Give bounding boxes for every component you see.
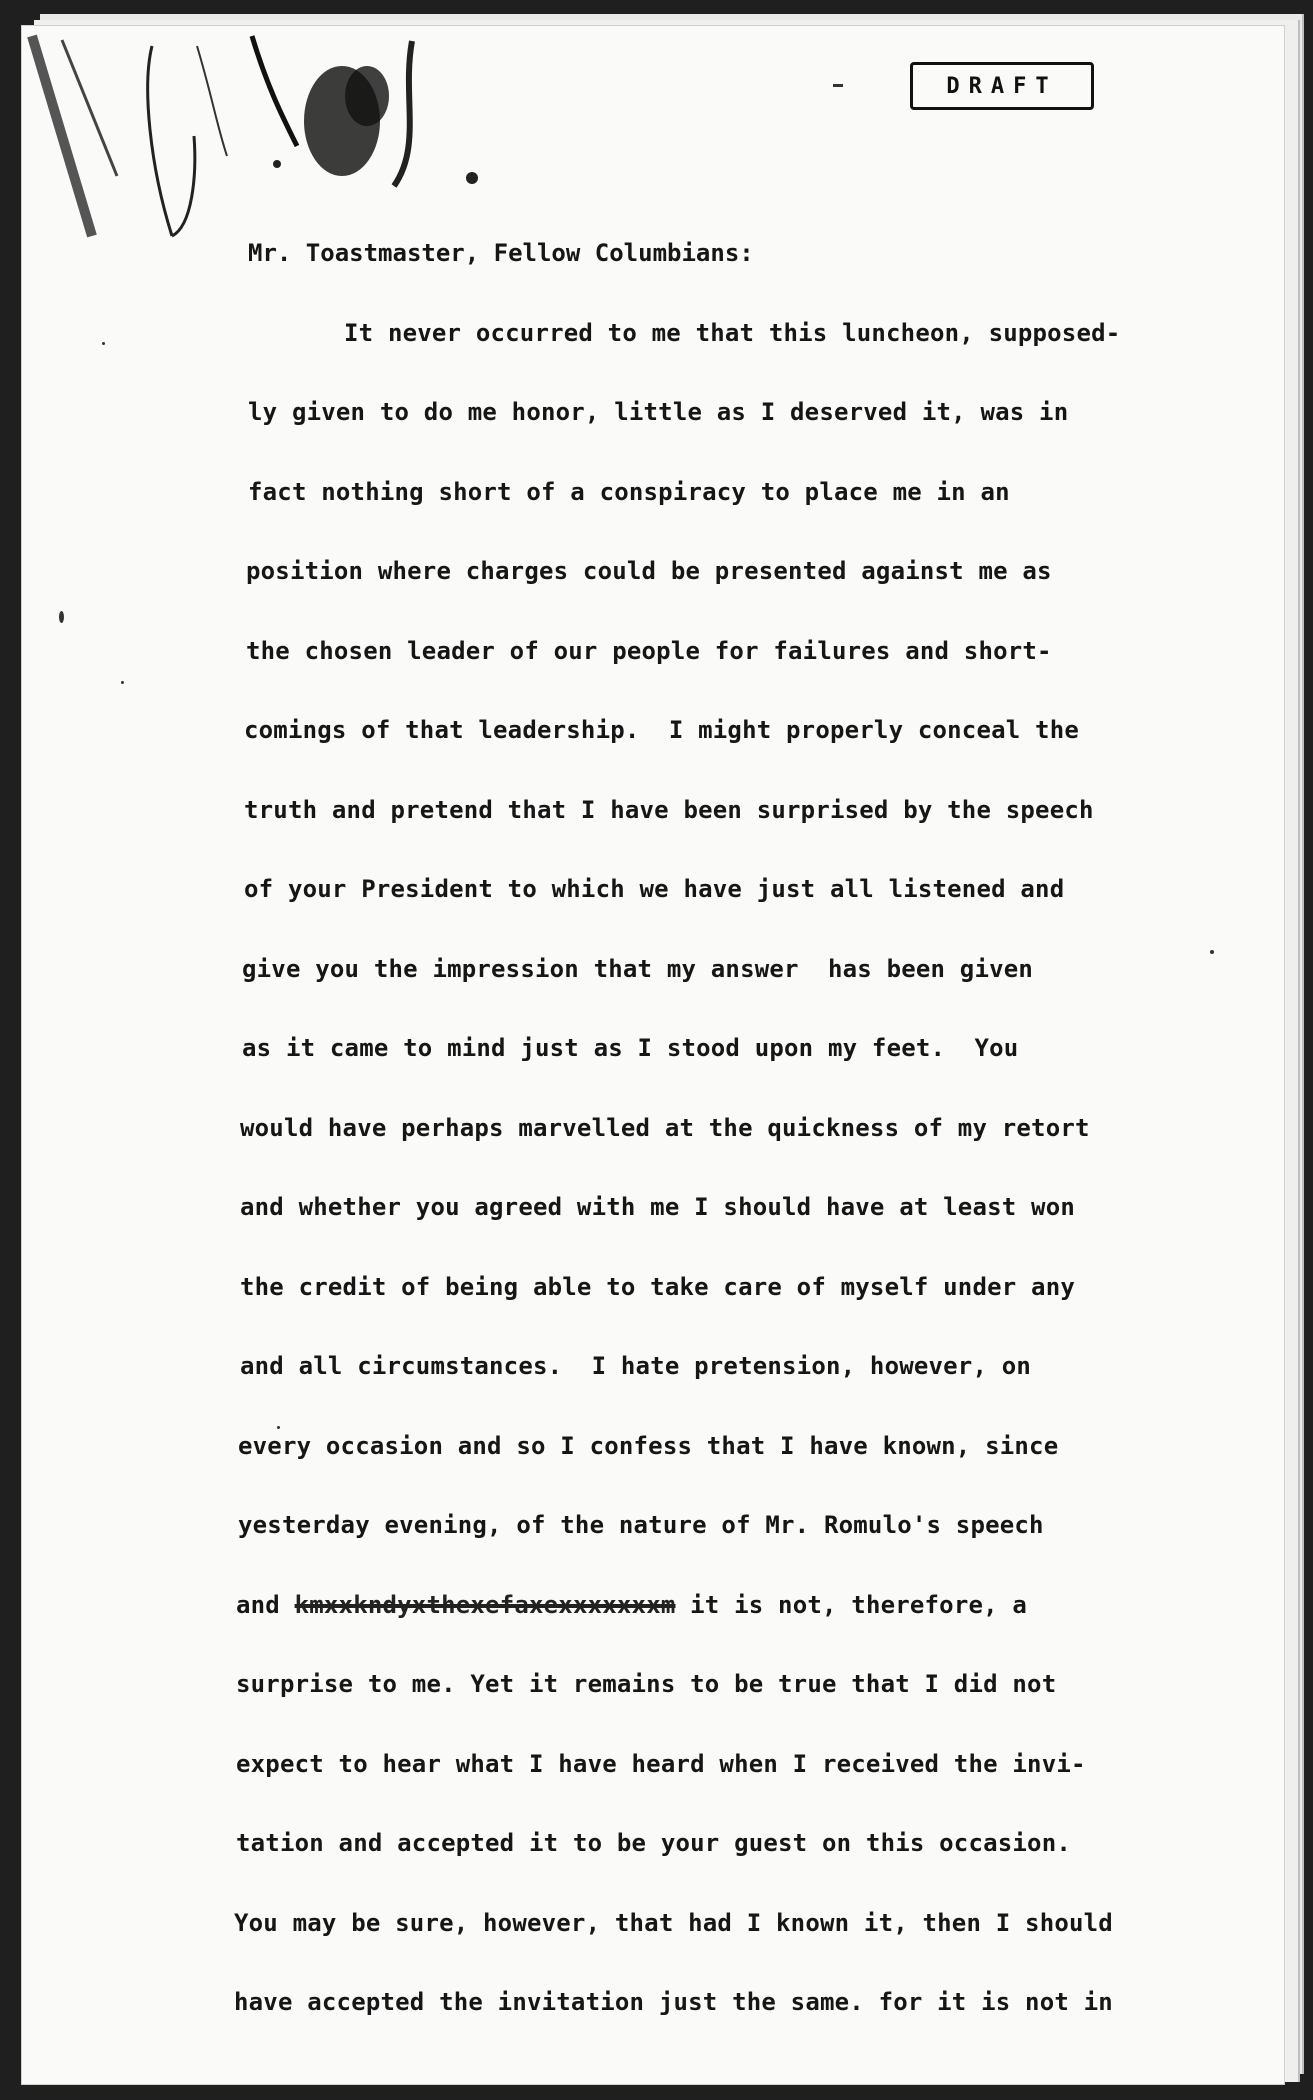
text-line: fact nothing short of a conspiracy to place me in an	[248, 478, 1010, 506]
text-line: the credit of being able to take care of myself under any	[240, 1273, 1076, 1301]
text-line: ly given to do me honor, little as I deserved it, was in	[248, 398, 1069, 426]
struck-text: kmxxkndyxthexefaxexxxxxxxm	[294, 1591, 676, 1619]
text-line-with-strikeout	[236, 1591, 1027, 1619]
speck	[1210, 950, 1214, 954]
text-line: You may be sure, however, that had I known it, then I should	[234, 1909, 1113, 1937]
text-line: expect to hear what I have heard when I received the invi-	[236, 1750, 1086, 1778]
speck	[102, 342, 105, 345]
mark	[833, 84, 843, 87]
text-line: and whether you agreed with me I should have at least won	[240, 1193, 1076, 1221]
text-line: have accepted the invitation just the same. for it is not in	[234, 1988, 1113, 2016]
text-line: the chosen leader of our people for failures and short-	[246, 637, 1052, 665]
text-line: and all circumstances. I hate pretension, however, on	[240, 1352, 1032, 1380]
text-line: tation and accepted it to be your guest on this occasion.	[236, 1829, 1072, 1857]
document-page	[22, 26, 1284, 2084]
text-line: give you the impression that my answer has been given	[242, 955, 1034, 983]
text-line: as it came to mind just as I stood upon my feet. You	[242, 1034, 1019, 1062]
text-segment: and	[236, 1591, 295, 1619]
scan-artifact	[22, 26, 542, 246]
text-line: yesterday evening, of the nature of Mr. Romulo's speech	[238, 1511, 1044, 1539]
text-line: would have perhaps marvelled at the quickness of my retort	[240, 1114, 1090, 1142]
text-line: surprise to me. Yet it remains to be true that I did not	[236, 1670, 1057, 1698]
text-line: position where charges could be presented against me as	[246, 557, 1052, 585]
text-line: It never occurred to me that this luncheon, supposed-	[344, 319, 1121, 347]
speck	[277, 1426, 280, 1429]
text-line: every occasion and so I confess that I have known, since	[238, 1432, 1059, 1460]
salutation: Mr. Toastmaster, Fellow Columbians:	[248, 239, 754, 267]
text-line: truth and pretend that I have been surprised by the speech	[244, 796, 1094, 824]
speck	[121, 681, 124, 684]
draft-stamp: DRAFT	[910, 62, 1094, 110]
text-line: comings of that leadership. I might properly conceal the	[244, 716, 1080, 744]
speck	[59, 611, 64, 623]
text-line: of your President to which we have just all listened and	[244, 875, 1065, 903]
text-segment: it is not, therefore, a	[675, 1591, 1028, 1619]
